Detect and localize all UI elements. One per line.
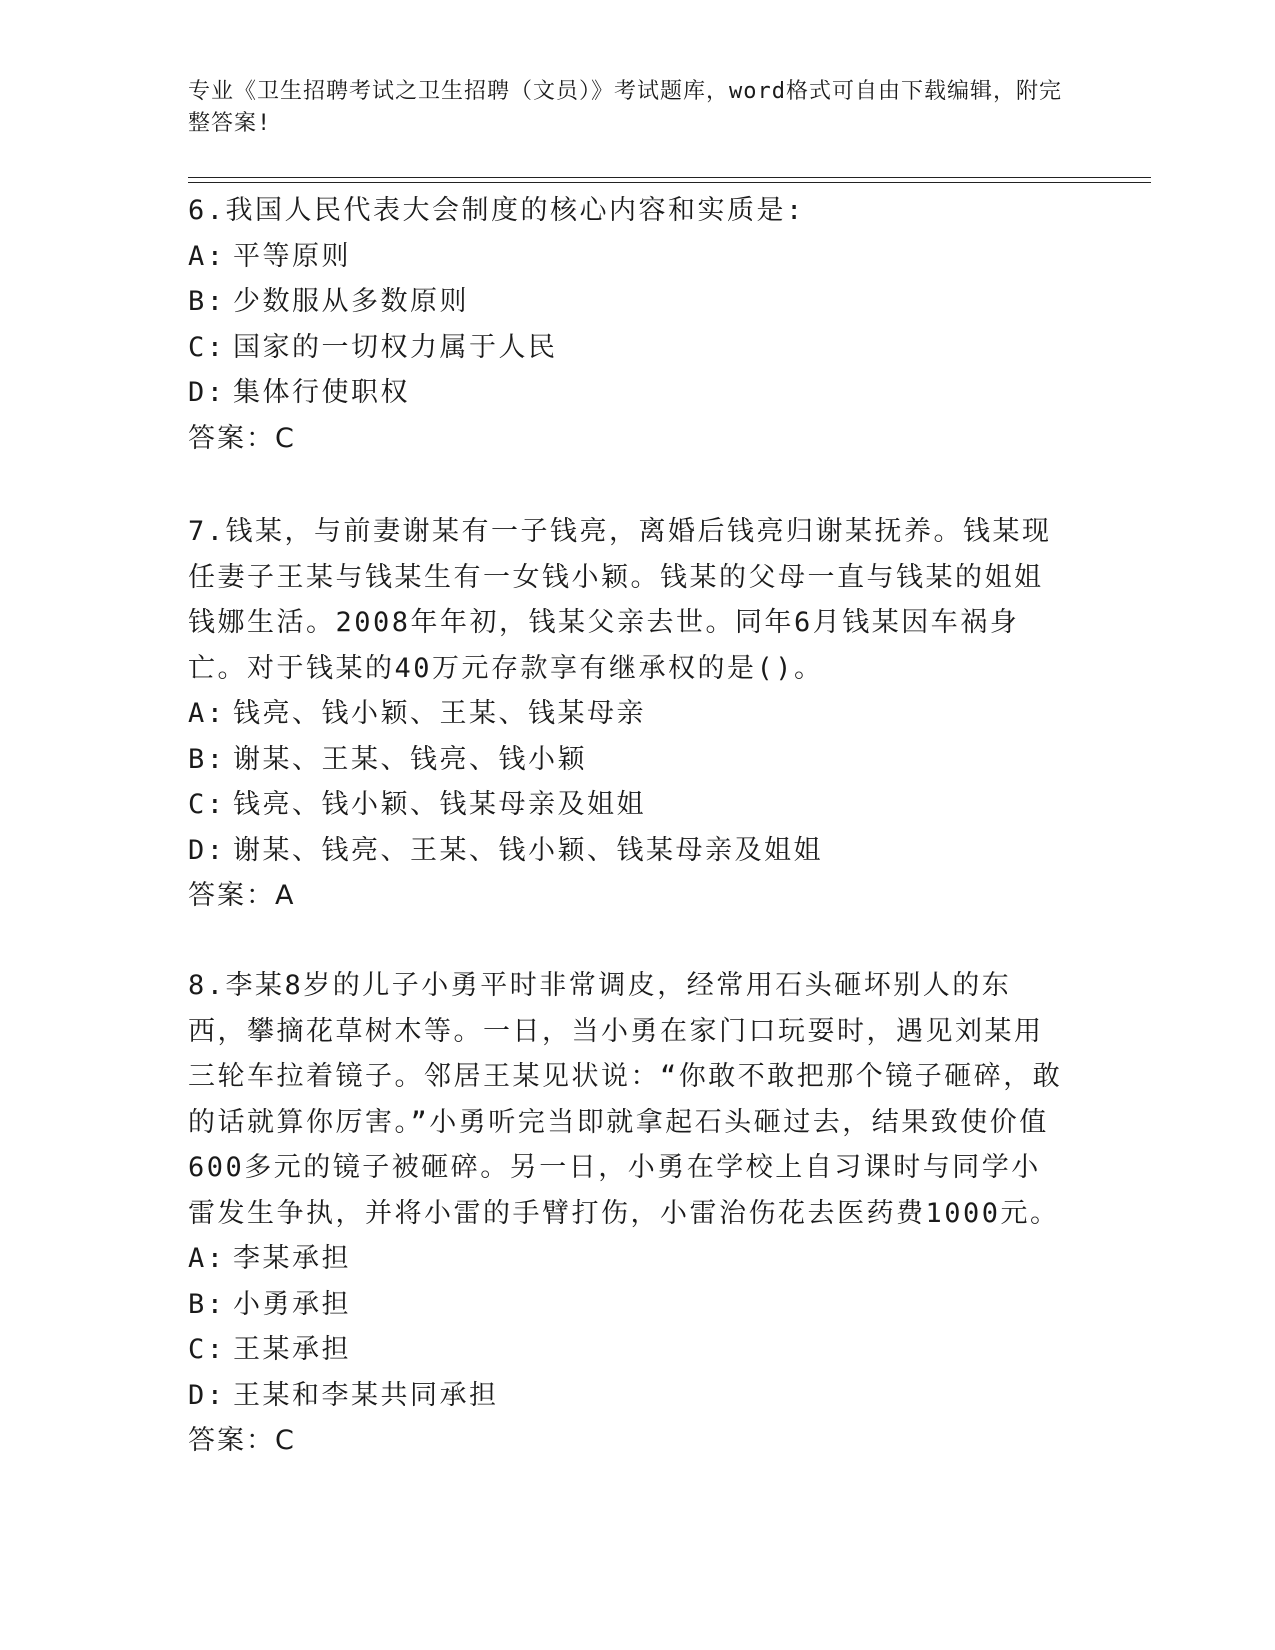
option-b (188, 1282, 1068, 1328)
question-stem: 6.我国人民代表大会制度的核心内容和实质是: (188, 195, 805, 226)
option-a (188, 691, 1068, 737)
option-text: 国家的一切权力属于人民 (233, 331, 558, 363)
option-text: 少数服从多数原则 (233, 286, 469, 317)
option-text: 王某和李某共同承担 (233, 1379, 499, 1411)
option-b (188, 737, 1068, 783)
option-text: 小勇承担 (233, 1288, 351, 1320)
option-a (188, 1236, 1068, 1282)
header-divider-secondary (188, 182, 1151, 183)
answer-line: 答案：C (188, 422, 296, 454)
question-8 (188, 963, 1068, 1464)
option-text: 钱亮、钱小颖、王某、钱某母亲 (233, 698, 646, 729)
option-text: 李某承担 (233, 1243, 351, 1274)
question-6 (188, 188, 1068, 461)
option-text: 平等原则 (233, 240, 351, 272)
option-c (188, 782, 1068, 828)
option-letter: B: (188, 1288, 226, 1320)
question-stem: 8.李某8岁的儿子小勇平时非常调皮，经常用石头砸坏别人的东西，攀摘花草树木等。一日，当小勇在家门口玩耍时，遇见刘某用三轮车拉着镜子。邻居王某见状说：“你敢不敢把那个镜子砸碎，敢的话就算你厉害。”小勇听完当即就拿起石头砸过去，结果致使价值600多元的镜子被砸碎。另一日，小勇在学校上自习课时与同学小雷发生争执，并将小雷的手臂打伤，小雷治伤花去医药费1000元。 (188, 970, 1063, 1229)
option-letter: A: (188, 240, 226, 272)
document-page (188, 0, 1148, 1650)
option-d (188, 828, 1068, 874)
answer-line: 答案：C (188, 1425, 296, 1456)
option-letter: A: (188, 1243, 226, 1274)
option-letter: A: (188, 698, 226, 729)
option-letter: D: (188, 377, 226, 408)
option-a (188, 234, 1068, 280)
option-d (188, 370, 1068, 416)
question-stem: 7.钱某，与前妻谢某有一子钱亮，离婚后钱亮归谢某抚养。钱某现任妻子王某与钱某生有一女钱小颖。钱某的父母一直与钱某的姐姐钱娜生活。2008年年初，钱某父亲去世。同年6月钱某因车祸身亡。对于钱某的40万元存款享有继承权的是()。 (188, 516, 1052, 684)
option-letter: C: (188, 1334, 226, 1365)
header-divider (188, 177, 1151, 178)
option-letter: B: (188, 286, 226, 317)
option-letter: D: (188, 834, 226, 866)
option-c (188, 325, 1068, 371)
option-letter: C: (188, 789, 226, 820)
option-letter: B: (188, 743, 226, 775)
option-letter: D: (188, 1379, 226, 1411)
option-b (188, 279, 1068, 325)
option-text: 钱亮、钱小颖、钱某母亲及姐姐 (233, 789, 646, 820)
answer-line: 答案：A (188, 880, 296, 911)
option-text: 集体行使职权 (233, 377, 410, 408)
option-text: 谢某、王某、钱亮、钱小颖 (233, 743, 587, 775)
option-letter: C: (188, 331, 226, 363)
document-header: 专业《卫生招聘考试之卫生招聘（文员）》考试题库，word格式可自由下载编辑，附完整答案! (188, 79, 1062, 136)
option-text: 王某承担 (233, 1334, 351, 1365)
option-text: 谢某、钱亮、王某、钱小颖、钱某母亲及姐姐 (233, 834, 823, 866)
option-d (188, 1373, 1068, 1419)
option-c (188, 1327, 1068, 1373)
question-7 (188, 509, 1068, 919)
